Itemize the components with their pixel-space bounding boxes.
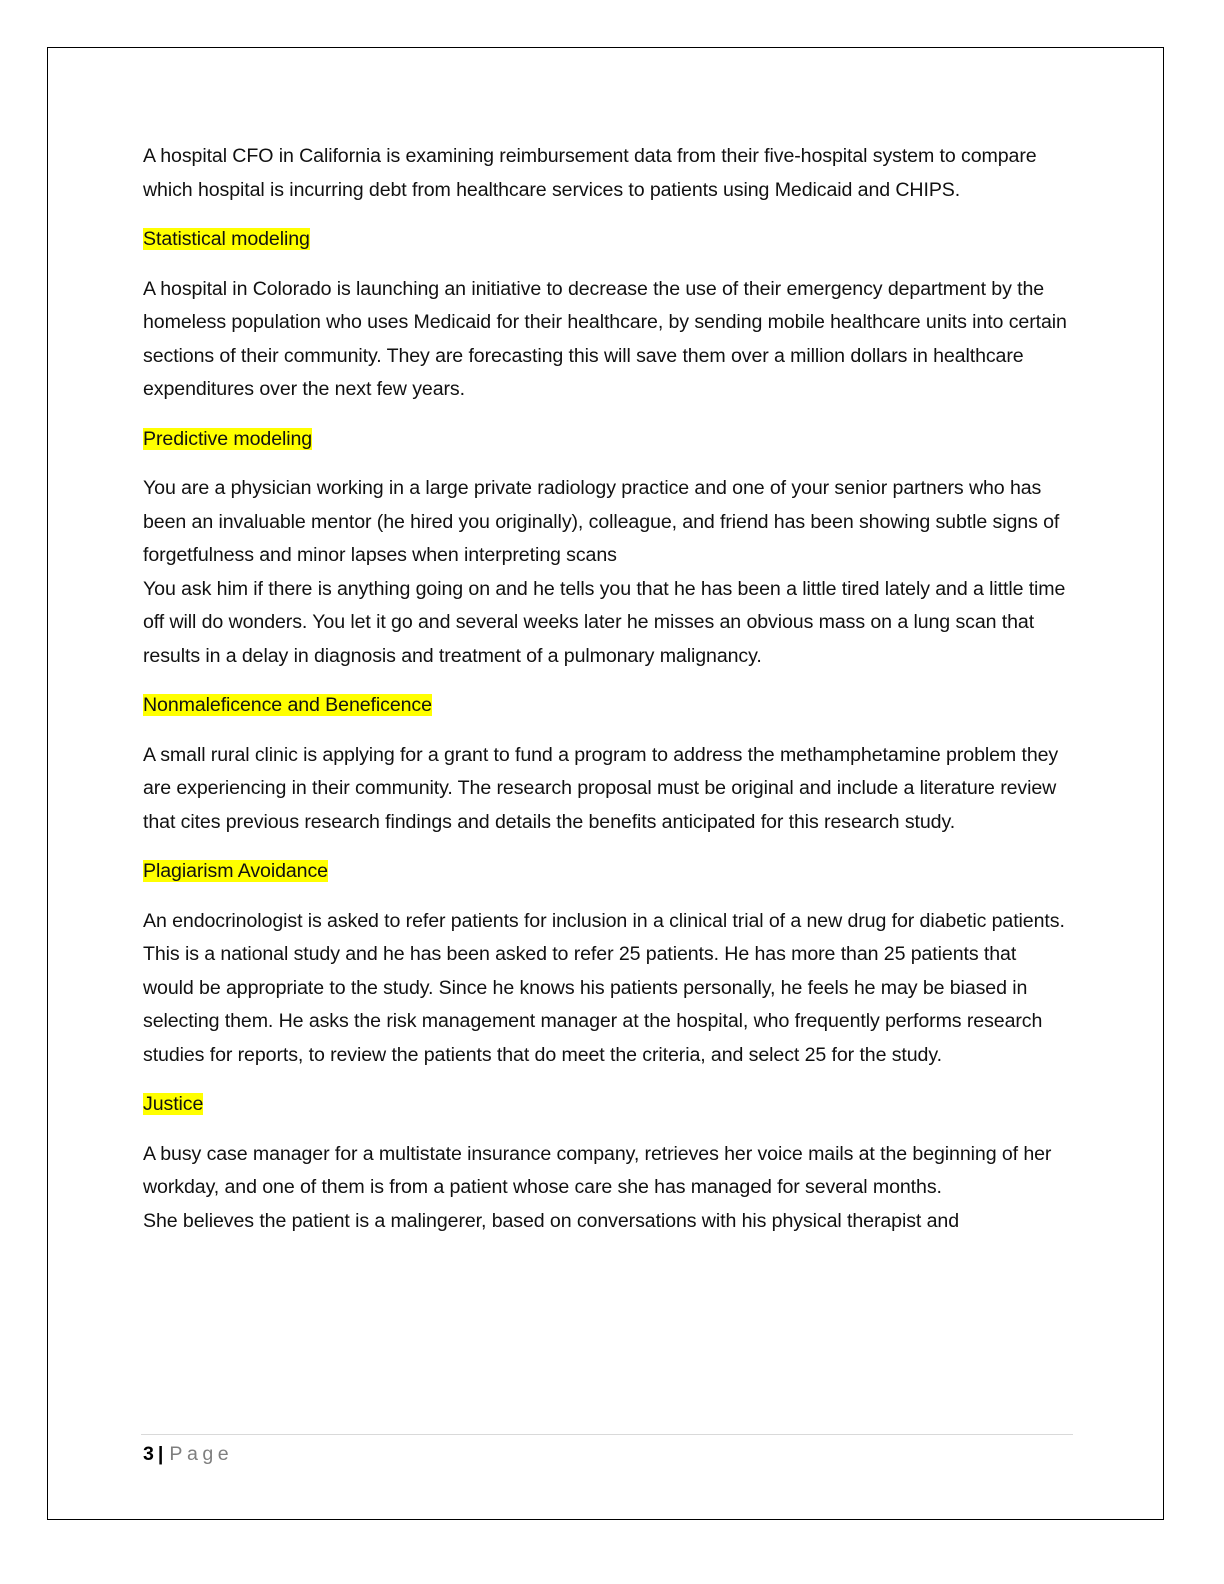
highlighted-label: Nonmaleficence and Beneficence: [143, 694, 432, 716]
footer-separator: |: [157, 1443, 164, 1465]
heading-plagiarism-avoidance: [143, 855, 1068, 889]
page-number: 3: [143, 1443, 154, 1465]
highlighted-label: Predictive modeling: [143, 427, 313, 450]
paragraph-case-manager-scenario-part2: She believes the patient is a malingerer, based on conversations with his physical therapist and: [143, 1209, 959, 1232]
highlighted-label: Justice: [143, 1093, 204, 1115]
page-footer: [143, 1440, 233, 1468]
heading-justice: [143, 1088, 1068, 1122]
paragraph-endocrinologist-scenario: An endocrinologist is asked to refer patients for inclusion in a clinical trial of a new drug for diabetic patients. This is a national study and he has been asked to refer 25 patients. He has more than 25 patients that would be appropriate to the study. Since he knows his patients personally, he feels he may be biased in selecting them. He asks the risk management manager at the hospital, who frequently performs research studies for reports, to review the patients that do meet the criteria, and select 25 for the study.: [143, 909, 1065, 1066]
paragraph-cfo-scenario: A hospital CFO in California is examining reimbursement data from their five-hospital system to compare which hospital is incurring debt from healthcare services to patients using Medicaid and CHIPS.: [143, 145, 1037, 201]
document-body: [143, 140, 1068, 1238]
paragraph-rural-clinic-scenario: A small rural clinic is applying for a grant to fund a program to address the methamphetamine problem they are experiencing in their community. The research proposal must be original and include a literature review that cites previous research findings and details the benefits anticipated for this research study.: [143, 743, 1059, 833]
footer-divider: [141, 1434, 1073, 1435]
highlighted-label: Statistical modeling: [143, 228, 310, 250]
paragraph-colorado-scenario: A hospital in Colorado is launching an initiative to decrease the use of their emergency department by the homeless population who uses Medicaid for their healthcare, by sending mobile healthcare units into certain sections of their community. They are forecasting this will save them over a million dollars in healthcare expenditures over the next few years.: [143, 277, 1067, 400]
paragraph-case-manager-scenario-part1: A busy case manager for a multistate insurance company, retrieves her voice mails at the beginning of her workday, and one of them is from a patient whose care she has managed for several months.: [143, 1142, 1052, 1198]
paragraph-radiology-scenario-part2: You ask him if there is anything going on and he tells you that he has been a little tired lately and a little time off will do wonders. You let it go and several weeks later he misses an obvious mass on a lung scan that results in a delay in diagnosis and treatment of a pulmonary malignancy.: [143, 577, 1066, 667]
heading-nonmaleficence-beneficence: [143, 689, 1068, 723]
highlighted-label: Plagiarism Avoidance: [143, 860, 328, 882]
heading-statistical-modeling: [143, 223, 1068, 257]
heading-predictive-modeling: [143, 423, 1068, 457]
page-label: Page: [169, 1443, 234, 1465]
paragraph-radiology-scenario-part1: You are a physician working in a large private radiology practice and one of your senior partners who has been an invaluable mentor (he hired you originally), colleague, and friend has been showing subtle signs of forgetfulness and minor lapses when interpreting scans: [143, 477, 1060, 566]
